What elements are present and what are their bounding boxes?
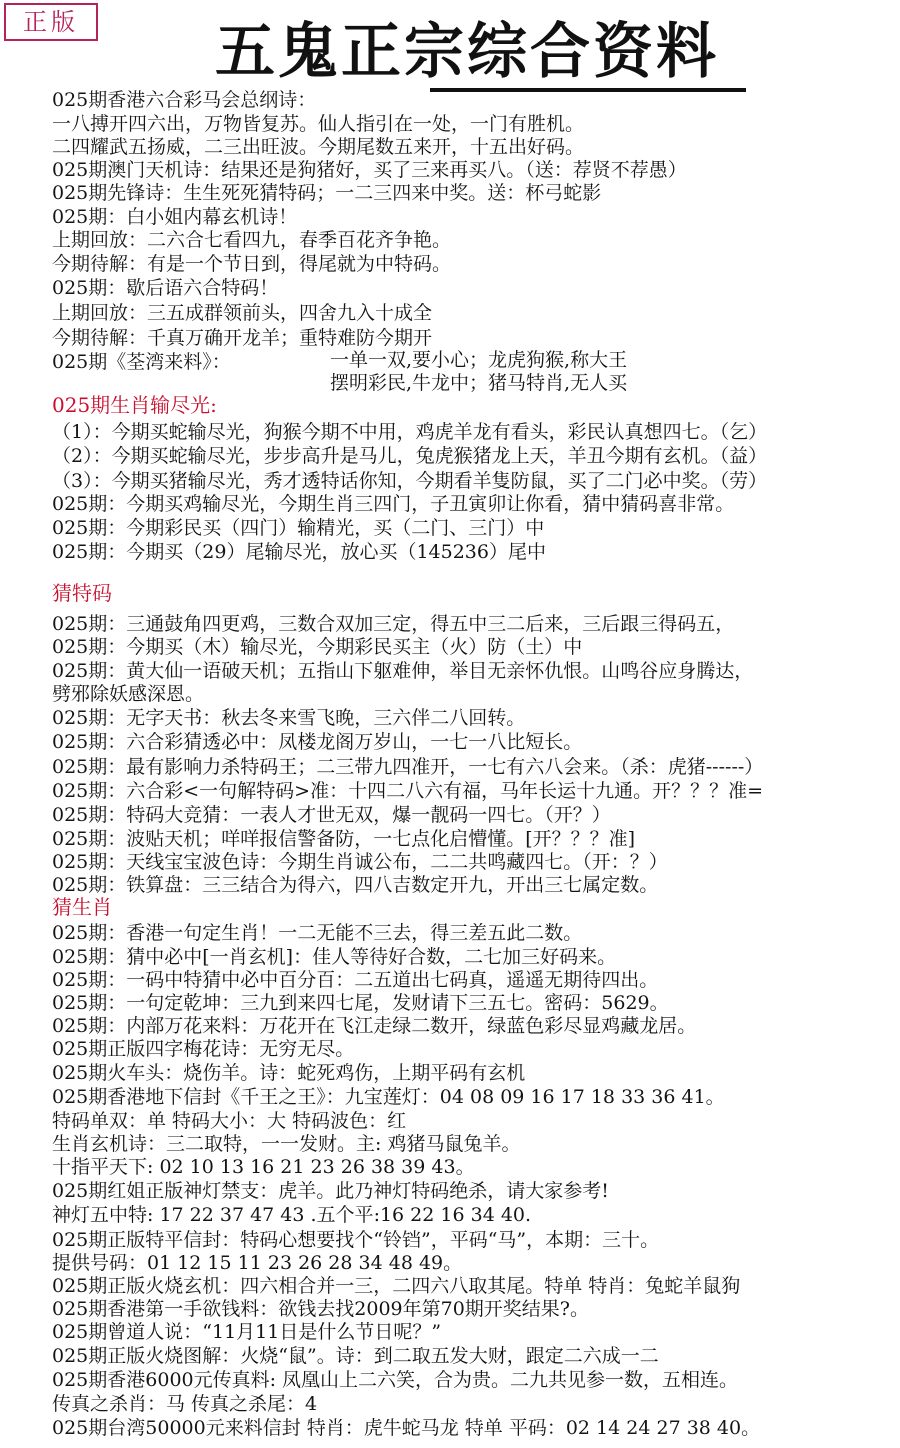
text-line: 一单一双,要小心；龙虎狗猴,称大王 (330, 349, 628, 371)
text-line: 025期：白小姐内幕玄机诗！ (52, 206, 298, 228)
text-line: （1）：今期买蛇输尽光，狗猴今期不中用，鸡虎羊龙有看头，彩民认真想四七。（乞） (52, 421, 768, 443)
section-heading: 猜生肖 (52, 895, 112, 919)
text-line: 025期：特码大竞猜：一表人才世无双，爆一靓码一四七。（开？） (52, 804, 611, 826)
text-line: 025期：今期买（29）尾输尽光，放心买（145236）尾中 (52, 541, 546, 563)
text-line: 二四耀武五扬威，二三出旺波。今期尾数五来开，十五出好码。 (52, 136, 585, 158)
text-line: 025期：六合彩猜透必中：凤楼龙阁万岁山，一七一八比短长。 (52, 731, 583, 753)
page-title: 五鬼正宗综合资料 (215, 17, 719, 87)
text-line: （3）：今期买猪输尽光，秀才透特话你知，今期看羊隻防鼠，买了二门必中奖。（劳） (52, 470, 768, 492)
text-line: 025期：波贴天机；咩咩报信警备防，一七点化启懵懂。[开？？？准] (52, 828, 636, 850)
text-line: 025期正版火烧图解：火烧“鼠”。诗：到二取五发大财，跟定二六成一二 (52, 1345, 659, 1367)
text-line: 025期台湾50000元来料信封 特肖：虎牛蛇马龙 特单 平码：02 14 24 27 38 40。 (52, 1417, 761, 1439)
text-line: 025期先锋诗：生生死死猜特码；一二三四来中奖。送：杯弓蛇影 (52, 182, 602, 204)
title-underline (430, 88, 746, 92)
text-line: 今期待解：千真万确开龙羊；重特难防今期开 (52, 327, 433, 349)
text-line: （2）：今期买蛇输尽光，步步高升是马儿，兔虎猴猪龙上天，羊丑今期有玄机。（益） (52, 445, 768, 467)
text-line: 025期：今期买（木）输尽光，今期彩民买主（火）防（土）中 (52, 636, 583, 658)
text-line: 025期：香港一句定生肖！一二无能不三去，得三差五此二数。 (52, 922, 583, 944)
text-line: 025期：今期买鸡输尽光，今期生肖三四门，子丑寅卯让你看，猜中猜码喜非常。 (52, 493, 735, 515)
text-line: 025期：黄大仙一语破天机；五指山下躯难伸，举目无亲怀仇恨。山鸣谷应身腾达， (52, 660, 754, 682)
text-line: 生肖玄机诗：三二取特，一一发财。主: 鸡猪马鼠兔羊。 (52, 1133, 521, 1155)
text-line: 025期香港第一手欲钱料：欲钱去找2009年第70期开奖结果?。 (52, 1298, 589, 1320)
text-line: 025期：猜中必中[一肖玄机]：佳人等待好合数，二七加三好码来。 (52, 946, 617, 968)
text-line: 025期正版四字梅花诗：无穷无尽。 (52, 1038, 355, 1060)
text-line: 一八搏开四六出，万物皆复苏。仙人指引在一处，一门有胜机。 (52, 113, 585, 135)
text-line: 上期回放：三五成群领前头，四舍九入十成全 (52, 302, 433, 324)
text-line: 025期火车头：烧伤羊。诗：蛇死鸡伤，上期平码有玄机 (52, 1062, 526, 1084)
text-line: 025期：一码中特猜中必中百分百：二五道出七码真，遥遥无期待四出。 (52, 969, 659, 991)
text-line: 025期《荃湾来料》： (52, 351, 231, 373)
text-line: 025期：今期彩民买（四门）输精光，买（二门、三门）中 (52, 517, 545, 539)
text-line: 摆明彩民,牛龙中；猪马特肖,无人买 (330, 372, 628, 394)
version-badge: 正版 (4, 3, 98, 41)
text-line: 025期：三通鼓角四更鸡，三数合双加三定，得五中三二后来，三后跟三得码五， (52, 613, 735, 635)
text-line: 神灯五中特: 17 22 37 47 43 .五个平:16 22 16 34 40. (52, 1204, 532, 1226)
text-line: 025期正版特平信封：特码心想要找个“铃铛”，平码“马”，本期：三十。 (52, 1229, 660, 1251)
text-line: 025期香港六合彩马会总纲诗： (52, 89, 317, 111)
text-line: 025期曾道人说：“11月11日是什么节日呢？” (52, 1321, 442, 1343)
text-line: 025期正版火烧玄机：四六相合并一三，二四六八取其尾。特单 特肖：兔蛇羊鼠狗 (52, 1275, 741, 1297)
text-line: 025期香港6000元传真料: 凤凰山上二六笑，合为贵。二九共见参一数，五相连。 (52, 1369, 739, 1391)
text-line: 025期：铁算盘：三三结合为得六，四八吉数定开九，开出三七属定数。 (52, 874, 659, 896)
text-line: 提供号码：01 12 15 11 23 26 28 34 48 49。 (52, 1252, 463, 1274)
text-line: 025期：天线宝宝波色诗：今期生肖诚公布，二二共鸣藏四七。（开：？） (52, 851, 668, 873)
section-heading: 025期生肖输尽光: (52, 393, 217, 417)
section-heading: 猜特码 (52, 581, 112, 605)
text-line: 025期澳门天机诗：结果还是狗猪好，买了三来再买八。（送：荐贤不荐愚） (52, 159, 687, 181)
text-line: 025期：无字天书：秋去冬来雪飞晚，三六伴二八回转。 (52, 707, 526, 729)
text-line: 025期红姐正版神灯禁支：虎羊。此乃神灯特码绝杀，请大家参考! (52, 1180, 609, 1202)
text-line: 传真之杀肖：马 传真之杀尾：4 (52, 1393, 318, 1415)
text-line: 劈邪除妖感深恩。 (52, 683, 205, 705)
text-line: 025期：歇后语六合特码！ (52, 277, 279, 299)
text-line: 025期：最有影响力杀特码王；二三带九四准开，一七有六八会来。（杀：虎猪------） (52, 756, 764, 778)
text-line: 025期：一句定乾坤：三九到来四七尾，发财请下三五七。密码：5629。 (52, 992, 669, 1014)
text-line: 特码单双：单 特码大小：大 特码波色：红 (52, 1110, 407, 1132)
text-line: 十指平天下: 02 10 13 16 21 23 26 38 39 43。 (52, 1156, 475, 1178)
text-line: 025期：六合彩<一句解特码>准：十四二八六有福，马年长运十九通。开？？？准= (52, 780, 764, 802)
text-line: 025期香港地下信封《千王之王》：九宝莲灯：04 08 09 16 17 18 33 36 41。 (52, 1086, 725, 1108)
text-line: 025期：内部万花来料：万花开在飞江走绿二数开，绿蓝色彩尽显鸡藏龙居。 (52, 1015, 697, 1037)
text-line: 今期待解：有是一个节日到，得尾就为中特码。 (52, 253, 452, 275)
text-line: 上期回放：二六合七看四九，春季百花齐争艳。 (52, 229, 452, 251)
